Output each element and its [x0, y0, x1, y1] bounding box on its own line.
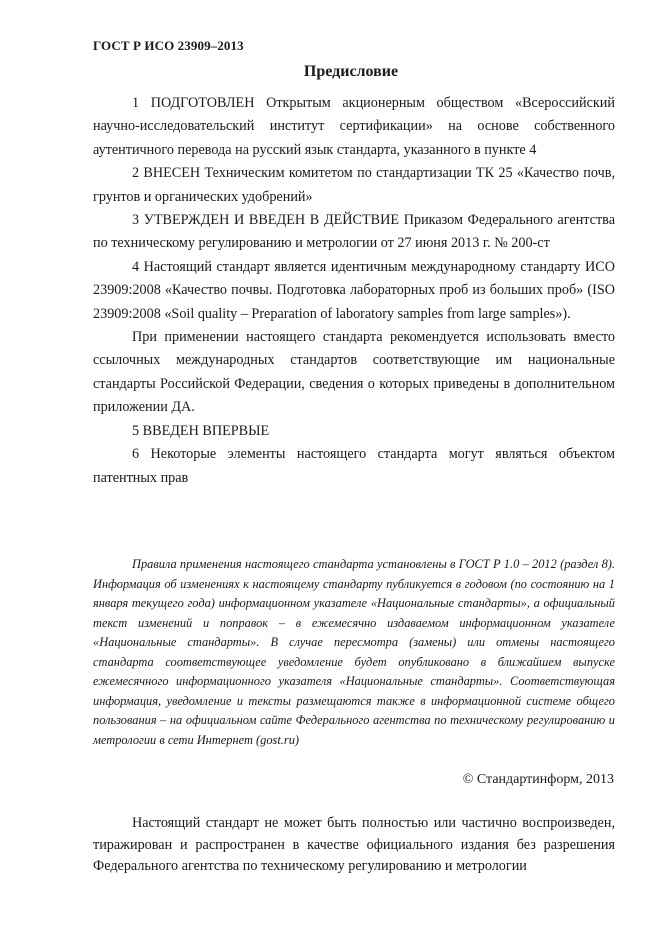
- copyright-notice: © Стандартинформ, 2013: [462, 772, 614, 787]
- foreword-body: [93, 92, 615, 490]
- paragraph-first-introduced: 5 ВВЕДЕН ВПЕРВЫЕ: [132, 422, 270, 439]
- paragraph-approved: 3 УТВЕРЖДЕН И ВВЕДЕН В ДЕЙСТВИЕ Приказом Федерального агентства по техническому регулированию и метрологии от 27 июня 2013 г. № 200-ст: [93, 212, 615, 252]
- paragraph-identical-standard: 4 Настоящий стандарт является идентичным международному стандарту ИСО 23909:2008 «Качество почвы. Подготовка лабораторных проб из больших проб» (ISO 23909:2008 «Soil quality – Preparation of laboratory samples from large samples»).: [93, 258, 615, 322]
- standard-code-header: ГОСТ Р ИСО 23909–2013: [93, 38, 244, 53]
- reproduction-notice: Настоящий стандарт не может быть полностью или частично воспроизведен, тиражирован и распространен в качестве официального издания без разрешения Федерального агентства по техническому регулированию и метрологии: [93, 815, 615, 874]
- paragraph-patent-rights: 6 Некоторые элементы настоящего стандарта могут являться объектом патентных прав: [93, 446, 615, 486]
- paragraph-prepared-by: 1 ПОДГОТОВЛЕН Открытым акционерным обществом «Всероссийский научно-исследовательский институт сертификации» на основе собственного аутентичного перевода на русский язык стандарта, указанного в пункте 4: [93, 95, 615, 158]
- paragraph-introduced-by: 2 ВНЕСЕН Техническим комитетом по стандартизации ТК 25 «Качество почв, грунтов и органических удобрений»: [93, 165, 615, 205]
- page-title: Предисловие: [303, 63, 399, 80]
- paragraph-references-note: При применении настоящего стандарта рекомендуется использовать вместо ссылочных международных стандартов соответствующие им национальные стандарты Российской Федерации, сведения о которых приведены в дополнительном приложении ДА.: [93, 329, 615, 416]
- rules-of-application-note: Правила применения настоящего стандарта установлены в ГОСТ Р 1.0 – 2012 (раздел 8). Информация об изменениях к настоящему стандарту публикуется в годовом (по состоянию на 1 января текущего года) информационном указателе «Национальные стандарты», а официальный текст изменений и поправок – в ежемесячно издаваемом информационном указателе «Национальные стандарты». В случае пересмотра (замены) или отмены настоящего стандарта соответствующее уведомление будет опубликовано в ближайшем выпуске ежемесячного информационного указателя «Национальные стандарты». Соответствующая информация, уведомление и тексты размещаются также в информационной системе общего пользования – на официальном сайте Федерального агентства по техническому регулированию и метрологии в сети Интернет (gost.ru): [93, 557, 615, 747]
